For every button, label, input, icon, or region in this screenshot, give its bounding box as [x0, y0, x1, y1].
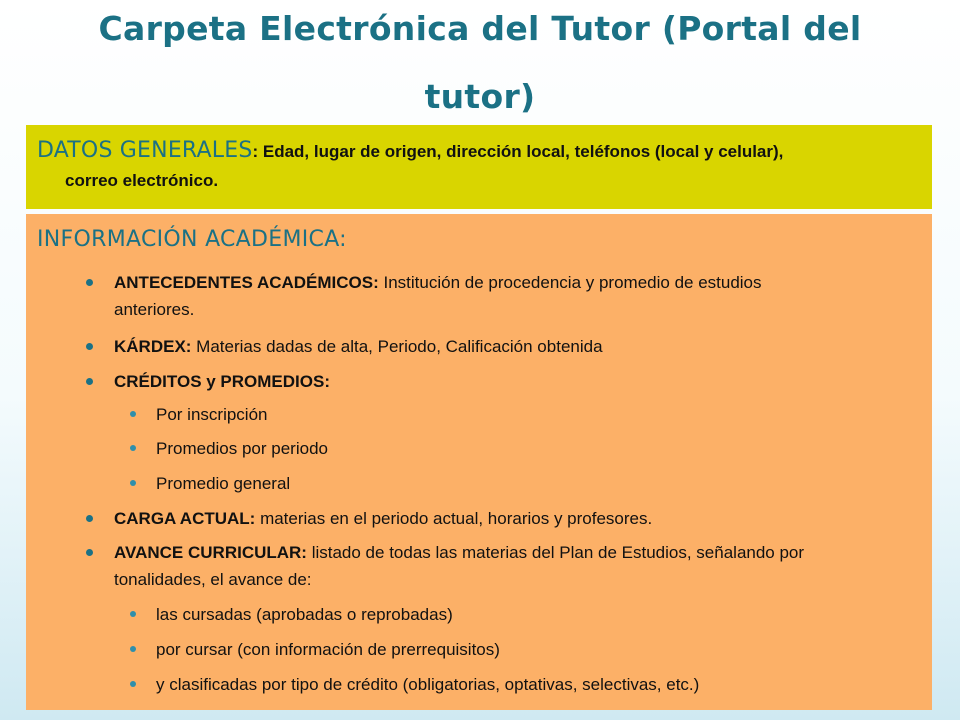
bullet-icon — [86, 515, 93, 522]
kardex-text: Materias dadas de alta, Periodo, Calificación obtenida — [191, 337, 603, 356]
bullet-icon — [130, 411, 136, 417]
sublist-item — [156, 435, 916, 462]
general-data-line1 — [37, 138, 783, 163]
slide-title-line2: tutor) — [424, 77, 536, 116]
bullet-icon — [86, 378, 93, 385]
carga-text: materias en el periodo actual, horarios y profesores. — [255, 509, 653, 528]
sublist-item — [156, 601, 916, 628]
kardex-label: KÁRDEX: — [114, 337, 192, 356]
sublist-item — [156, 636, 916, 663]
avance-text-cont: tonalidades, el avance de: — [114, 570, 312, 589]
sublist-item — [156, 401, 916, 428]
sublist-item — [156, 470, 916, 497]
list-item-creditos — [114, 368, 914, 395]
sublist-item-text: Promedio general — [156, 474, 291, 493]
antecedentes-label: ANTECEDENTES ACADÉMICOS: — [114, 273, 379, 292]
general-data-line2: correo electrónico. — [65, 171, 219, 190]
antecedentes-text: Institución de procedencia y promedio de estudios — [378, 273, 762, 292]
academic-info-heading: INFORMACIÓN ACADÉMICA: — [37, 227, 347, 252]
sublist-item-text: las cursadas (aprobadas o reprobadas) — [156, 605, 453, 624]
avance-text: listado de todas las materias del Plan de Estudios, señalando por — [306, 543, 805, 562]
carga-label: CARGA ACTUAL: — [114, 509, 256, 528]
creditos-label: CRÉDITOS y PROMEDIOS: — [114, 372, 330, 391]
slide-title — [60, 2, 900, 117]
bullet-icon — [130, 646, 136, 652]
bullet-icon — [86, 279, 93, 286]
list-item-carga — [114, 505, 914, 532]
general-data-heading: DATOS GENERALES — [37, 138, 253, 163]
general-data-text: : Edad, lugar de origen, dirección local, teléfonos (local y celular), — [252, 142, 784, 161]
bullet-icon — [86, 549, 93, 556]
bullet-icon — [130, 611, 136, 617]
sublist-item-text: por cursar (con información de prerrequisitos) — [156, 640, 500, 659]
bullet-icon — [130, 445, 136, 451]
general-data-box — [26, 125, 932, 209]
sublist-item-text: y clasificadas por tipo de crédito (obligatorias, optativas, selectivas, etc.) — [156, 675, 700, 694]
sublist-item-text: Por inscripción — [156, 405, 268, 424]
list-item-antecedentes — [114, 269, 914, 323]
slide-title-line1: Carpeta Electrónica del Tutor (Portal del — [98, 9, 862, 48]
sublist-item-text: Promedios por periodo — [156, 439, 328, 458]
list-item-kardex — [114, 333, 914, 360]
bullet-icon — [130, 681, 136, 687]
sublist-item — [156, 671, 916, 698]
antecedentes-text-cont: anteriores. — [114, 300, 195, 319]
academic-info-box — [26, 214, 932, 710]
avance-label: AVANCE CURRICULAR: — [114, 543, 307, 562]
bullet-icon — [130, 480, 136, 486]
bullet-icon — [86, 343, 93, 350]
list-item-avance — [114, 539, 914, 593]
